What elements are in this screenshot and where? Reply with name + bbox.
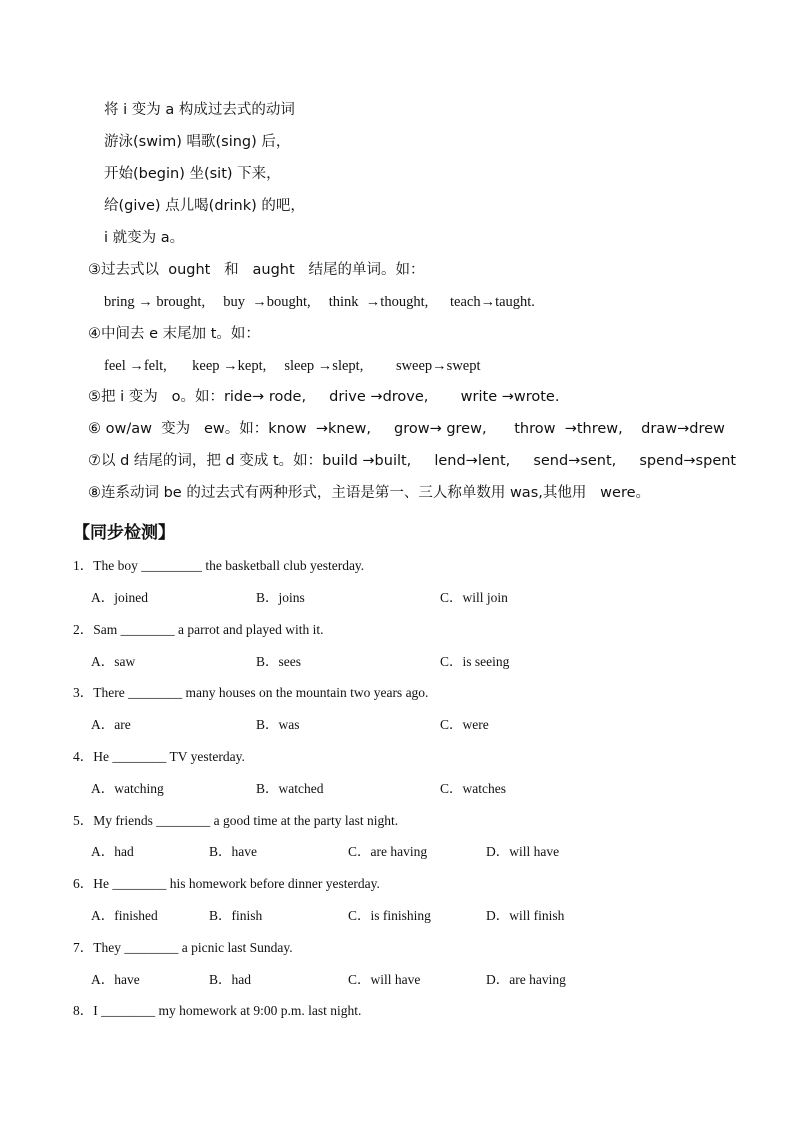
question-stem: 2．Sam ________ a parrot and played with it. (73, 622, 324, 637)
option: A．had (91, 844, 134, 859)
option: C．watches (440, 781, 506, 796)
option: A．finished (91, 908, 158, 923)
rule-8: ⑧连系动词 be 的过去式有两种形式，主语是第一、三人称单数用 was,其他用 were。 (88, 485, 651, 501)
option: C．is seeing (440, 654, 510, 669)
option: A．have (91, 972, 140, 987)
option: A．joined (91, 590, 148, 605)
rule-3-examples: bring → brought, buy →bought, think →thought, teach→taught. (104, 294, 535, 310)
rule-line: 将 i 变为 a 构成过去式的动词 (104, 102, 295, 118)
rule-6: ⑥ ow/aw 变为 ew。如：know →knew, grow→ grew, throw →threw, draw→drew (88, 421, 725, 437)
option: B．sees (256, 654, 301, 669)
rule-line: 给(give) 点儿喝(drink) 的吧， (104, 198, 305, 214)
question-stem: 1．The boy _________ the basketball club yesterday. (73, 558, 365, 573)
option: A．watching (91, 781, 164, 796)
option: A．are (91, 717, 131, 732)
rule-3: ③过去式以 ought 和 aught 结尾的单词。如： (88, 262, 425, 278)
section-title: 【同步检测】 (73, 523, 175, 543)
option: B．was (256, 717, 300, 732)
question-stem: 4．He ________ TV yesterday. (73, 749, 245, 764)
rule-5: ⑤把 i 变为 o。如：ride→ rode, drive →drove, write →wrote. (88, 389, 560, 405)
option: B．had (209, 972, 251, 987)
rule-line: 开始(begin) 坐(sit) 下来， (104, 166, 281, 182)
option: D．will have (486, 844, 560, 859)
option: B．finish (209, 908, 263, 923)
option: B．have (209, 844, 257, 859)
option: A．saw (91, 654, 136, 669)
rule-4: ④中间去 e 末尾加 t。如： (88, 326, 260, 342)
option: C．are having (348, 844, 428, 859)
rule-line: i 就变为 a。 (104, 230, 185, 246)
question-stem: 8．I ________ my homework at 9:00 p.m. last night. (73, 1003, 362, 1018)
option: C．were (440, 717, 489, 732)
rule-line: 游泳(swim) 唱歌(sing) 后， (104, 134, 291, 150)
question-stem: 7．They ________ a picnic last Sunday. (73, 940, 293, 955)
option: D．are having (486, 972, 566, 987)
option: C．will join (440, 590, 508, 605)
question-stem: 6．He ________ his homework before dinner yesterday. (73, 876, 380, 891)
option: C．will have (348, 972, 421, 987)
option: B．joins (256, 590, 305, 605)
option: B．watched (256, 781, 324, 796)
option: C．is finishing (348, 908, 431, 923)
question-stem: 3．There ________ many houses on the mountain two years ago. (73, 685, 429, 700)
rule-4-examples: feel →felt, keep →kept, sleep →slept, sweep→swept (104, 358, 481, 374)
question-stem: 5．My friends ________ a good time at the party last night. (73, 813, 399, 828)
option: D．will finish (486, 908, 565, 923)
rule-7: ⑦以 d 结尾的词，把 d 变成 t。如：build →built, lend→lent, send→sent, spend→spent (88, 453, 737, 469)
